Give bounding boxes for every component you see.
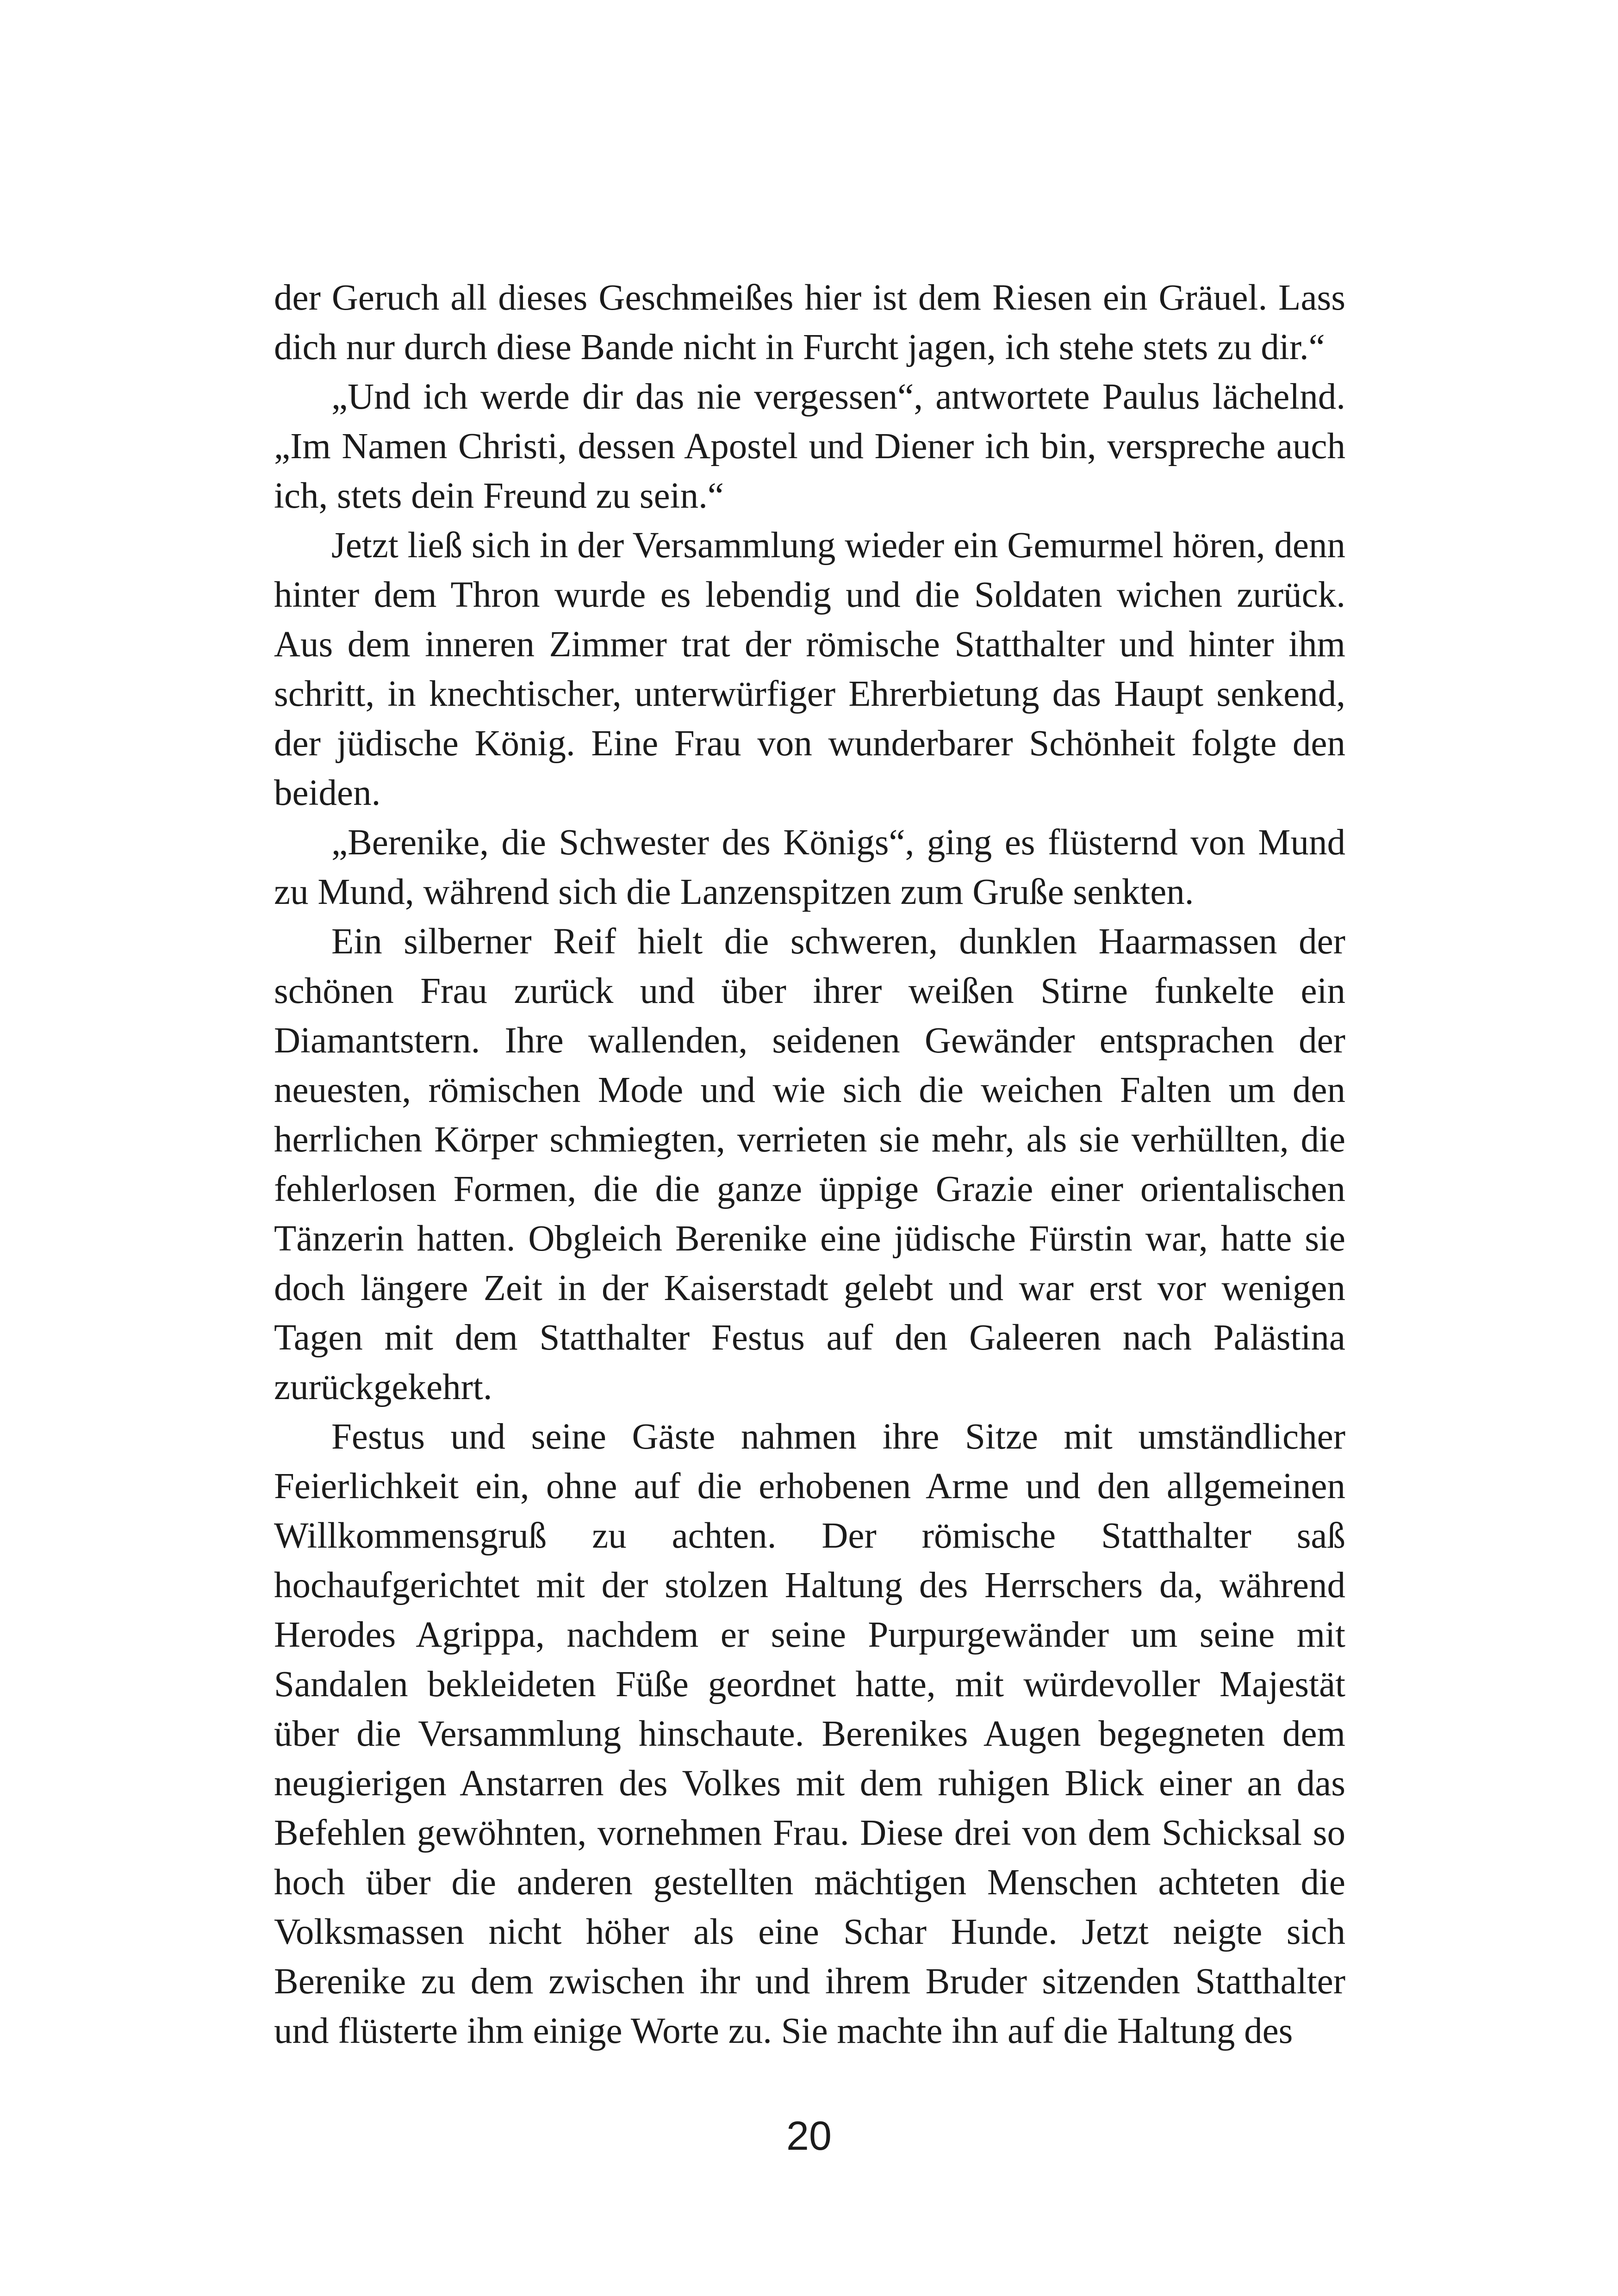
paragraph: der Geruch all dieses Geschmeißes hier ist dem Riesen ein Gräuel. Lass dich nur durch diese Bande nicht in Furcht jagen, ich stehe stets zu dir.“	[274, 278, 1345, 367]
paragraph: „Berenike, die Schwester des Königs“, ging es flüsternd von Mund zu Mund, während sich die Lanzenspitzen zum Gruße senkten.	[274, 822, 1345, 912]
paragraph: Festus und seine Gäste nahmen ihre Sitze mit umständlicher Feierlichkeit ein, ohne auf die erhobenen Arme und den allgemeinen Willkommensgruß zu achten. Der römische Statthalter saß hochaufgerichtet mit der stolzen Haltung des Herrschers da, während Herodes Agrippa, nachdem er seine Purpurgewänder um seine mit Sandalen bekleideten Füße geordnet hatte, mit würdevoller Majestät über die Versammlung hinschaute. Berenikes Augen begegneten dem neugierigen Anstarren des Volkes mit dem ruhigen Blick einer an das Befehlen gewöhnten, vornehmen Frau. Diese drei von dem Schicksal so hoch über die anderen gestellten mächtigen Menschen achteten die Volksmassen nicht höher als eine Schar Hunde. Jetzt neigte sich Berenike zu dem zwischen ihr und ihrem Bruder sitzenden Statthalter und flüsterte ihm einige Worte zu. Sie machte ihn auf die Haltung des	[274, 1417, 1345, 2051]
paragraph: Jetzt ließ sich in der Versammlung wieder ein Gemurmel hören, denn hinter dem Thron wurde es lebendig und die Soldaten wichen zurück. Aus dem inneren Zimmer trat der römische Statthalter und hinter ihm schritt, in knechtischer, unterwürfiger Ehrerbietung das Haupt senkend, der jüdische König. Eine Frau von wunderbarer Schönheit folgte den beiden.	[274, 525, 1345, 813]
page-number: 20	[786, 2113, 832, 2159]
paragraph: „Und ich werde dir das nie vergessen“, antwortete Paulus lächelnd. „Im Namen Christi, dessen Apostel und Diener ich bin, verspreche auch ich, stets dein Freund zu sein.“	[274, 377, 1345, 516]
body-text	[274, 273, 1345, 2056]
paragraph: Ein silberner Reif hielt die schweren, dunklen Haarmassen der schönen Frau zurück und über ihrer weißen Stirne funkelte ein Diamantstern. Ihre wallenden, seidenen Gewänder entsprachen der neuesten, römischen Mode und wie sich die weichen Falten um den herrlichen Körper schmiegten, verrieten sie mehr, als sie verhüllten, die fehlerlosen Formen, die die ganze üppige Grazie einer orientalischen Tänzerin hatten. Obgleich Berenike eine jüdische Fürstin war, hatte sie doch längere Zeit in der Kaiserstadt gelebt und war erst vor wenigen Tagen mit dem Statthalter Festus auf den Galeeren nach Palästina zurückgekehrt.	[274, 921, 1345, 1407]
